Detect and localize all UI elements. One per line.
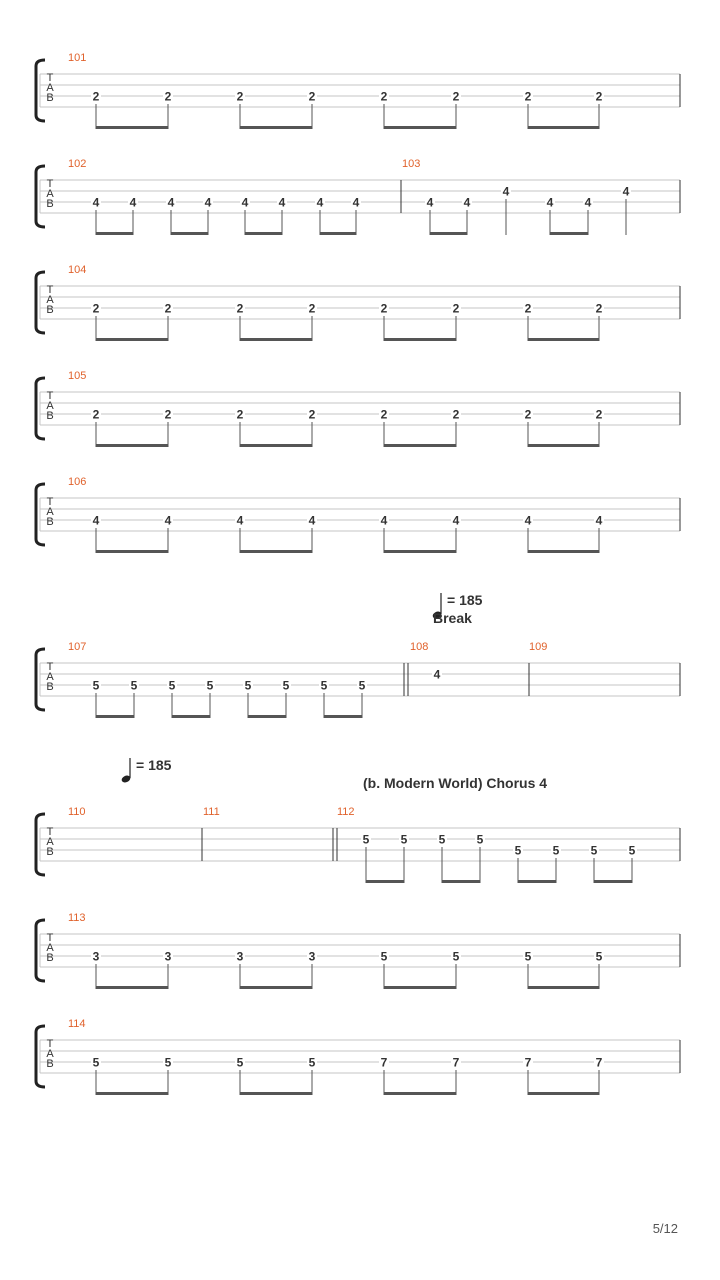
fret-number: 4	[129, 195, 137, 210]
fret-number: 2	[92, 301, 100, 316]
fret-number: 4	[204, 195, 212, 210]
note-beam	[240, 550, 312, 553]
fret-number: 2	[236, 89, 244, 104]
fret-number: 5	[628, 843, 636, 858]
measure-number: 111	[203, 806, 220, 818]
fret-number: 2	[164, 407, 172, 422]
fret-number: 4	[164, 513, 172, 528]
note-beam	[248, 715, 286, 718]
fret-number: 4	[463, 195, 471, 210]
measure-number: 114	[68, 1018, 86, 1030]
note-beam	[528, 550, 599, 553]
fret-number: 4	[595, 513, 603, 528]
note-beam	[96, 232, 133, 235]
fret-number: 7	[524, 1055, 532, 1070]
tab-clef-letter: T	[46, 932, 54, 944]
tab-clef-letter: A	[46, 82, 54, 94]
note-beam	[172, 715, 210, 718]
note-beam	[528, 1092, 599, 1095]
fret-number: 2	[524, 89, 532, 104]
note-beam	[384, 126, 456, 129]
measure-number: 105	[68, 370, 87, 382]
tempo-text-break: = 185	[447, 592, 483, 608]
tab-system	[36, 476, 680, 553]
fret-number: 4	[622, 184, 630, 199]
note-beam	[550, 232, 588, 235]
tab-clef-letter: T	[46, 390, 54, 402]
fret-number: 2	[236, 407, 244, 422]
tab-clef-letter: A	[46, 294, 54, 306]
note-beam	[240, 986, 312, 989]
fret-number: 5	[380, 949, 388, 964]
fret-number: 4	[167, 195, 175, 210]
note-beam	[171, 232, 208, 235]
fret-number: 5	[476, 832, 484, 847]
tab-clef-letter: T	[46, 1038, 54, 1050]
note-beam	[594, 880, 632, 883]
fret-number: 4	[241, 195, 249, 210]
note-beam	[384, 986, 456, 989]
fret-number: 2	[92, 407, 100, 422]
fret-number: 4	[380, 513, 388, 528]
fret-number: 5	[552, 843, 560, 858]
tab-clef-letter: T	[46, 284, 54, 296]
tab-clef-letter: T	[46, 178, 54, 190]
measure-number: 103	[402, 158, 421, 170]
note-beam	[384, 1092, 456, 1095]
fret-number: 2	[452, 89, 460, 104]
tab-clef-letter: B	[46, 516, 54, 528]
fret-number: 2	[164, 301, 172, 316]
tab-clef-letter: B	[46, 304, 54, 316]
tab-clef-letter: T	[46, 72, 54, 84]
measure-number: 112	[337, 806, 355, 818]
tab-system	[36, 806, 680, 883]
fret-number: 4	[92, 513, 100, 528]
note-beam	[240, 444, 312, 447]
note-beam	[366, 880, 404, 883]
fret-number: 5	[590, 843, 598, 858]
fret-number: 5	[164, 1055, 172, 1070]
fret-number: 4	[278, 195, 286, 210]
tab-clef-letter: A	[46, 942, 54, 954]
fret-number: 5	[206, 678, 214, 693]
fret-number: 4	[452, 513, 460, 528]
fret-number: 3	[92, 949, 100, 964]
note-beam	[240, 126, 312, 129]
fret-number: 5	[92, 678, 100, 693]
fret-number: 4	[316, 195, 324, 210]
tab-system	[36, 912, 680, 989]
tab-clef-letter: A	[46, 1048, 54, 1060]
fret-number: 5	[595, 949, 603, 964]
measure-number: 104	[68, 264, 87, 276]
tab-clef-letter: T	[46, 826, 54, 838]
fret-number: 4	[433, 667, 441, 682]
note-beam	[528, 126, 599, 129]
note-beam	[240, 338, 312, 341]
note-beam	[384, 444, 456, 447]
tab-clef-letter: T	[46, 496, 54, 508]
tab-clef-letter: B	[46, 681, 54, 693]
fret-number: 5	[452, 949, 460, 964]
note-beam	[384, 550, 456, 553]
fret-number: 5	[438, 832, 446, 847]
note-beam	[430, 232, 467, 235]
measure-number: 108	[410, 641, 429, 653]
fret-number: 2	[524, 407, 532, 422]
tab-clef-letter: B	[46, 92, 54, 104]
fret-number: 5	[400, 832, 408, 847]
fret-number: 4	[352, 195, 360, 210]
tab-clef-letter: B	[46, 198, 54, 210]
tab-clef-letter: B	[46, 410, 54, 422]
fret-number: 2	[452, 301, 460, 316]
fret-number: 5	[320, 678, 328, 693]
measure-number: 102	[68, 158, 87, 170]
fret-number: 4	[426, 195, 434, 210]
fret-number: 4	[546, 195, 554, 210]
measure-number: 107	[68, 641, 87, 653]
fret-number: 5	[130, 678, 138, 693]
fret-number: 2	[595, 407, 603, 422]
fret-number: 4	[236, 513, 244, 528]
fret-number: 2	[524, 301, 532, 316]
measure-number: 109	[529, 641, 548, 653]
tempo-marking-chorus	[121, 757, 172, 784]
note-beam	[96, 550, 168, 553]
note-beam	[96, 715, 134, 718]
fret-number: 5	[514, 843, 522, 858]
fret-number: 4	[92, 195, 100, 210]
tab-system	[36, 641, 680, 718]
fret-number: 3	[164, 949, 172, 964]
note-beam	[96, 444, 168, 447]
tab-clef-letter: B	[46, 1058, 54, 1070]
tempo-text-chorus: = 185	[136, 757, 172, 773]
fret-number: 3	[236, 949, 244, 964]
fret-number: 7	[452, 1055, 460, 1070]
fret-number: 5	[282, 678, 290, 693]
note-beam	[320, 232, 356, 235]
tab-clef-letter: A	[46, 400, 54, 412]
fret-number: 2	[308, 89, 316, 104]
tab-clef-letter: A	[46, 836, 54, 848]
note-beam	[528, 444, 599, 447]
fret-number: 7	[595, 1055, 603, 1070]
tab-clef-letter: B	[46, 846, 54, 858]
section-text-chorus: (b. Modern World) Chorus 4	[363, 775, 548, 791]
tab-system	[36, 158, 680, 235]
tab-systems	[36, 52, 680, 1095]
fret-number: 2	[92, 89, 100, 104]
tab-clef-letter: B	[46, 952, 54, 964]
fret-number: 4	[584, 195, 592, 210]
fret-number: 2	[380, 301, 388, 316]
measure-number: 106	[68, 476, 87, 488]
fret-number: 7	[380, 1055, 388, 1070]
fret-number: 5	[362, 832, 370, 847]
fret-number: 5	[244, 678, 252, 693]
fret-number: 5	[358, 678, 366, 693]
fret-number: 2	[164, 89, 172, 104]
tab-system	[36, 264, 680, 341]
fret-number: 3	[308, 949, 316, 964]
measure-number: 101	[68, 52, 87, 64]
measure-number: 110	[68, 806, 86, 818]
fret-number: 2	[308, 301, 316, 316]
fret-number: 2	[380, 89, 388, 104]
note-beam	[96, 338, 168, 341]
half-note-icon	[121, 758, 132, 784]
note-beam	[96, 126, 168, 129]
measure-number: 113	[68, 912, 86, 924]
note-beam	[324, 715, 362, 718]
fret-number: 4	[524, 513, 532, 528]
note-beam	[240, 1092, 312, 1095]
note-beam	[528, 338, 599, 341]
tab-clef-letter: A	[46, 506, 54, 518]
fret-number: 2	[380, 407, 388, 422]
tab-clef-letter: T	[46, 661, 54, 673]
fret-number: 5	[524, 949, 532, 964]
fret-number: 4	[502, 184, 510, 199]
fret-number: 5	[168, 678, 176, 693]
tab-clef-letter: A	[46, 188, 54, 200]
note-beam	[96, 1092, 168, 1095]
fret-number: 2	[452, 407, 460, 422]
fret-number: 5	[236, 1055, 244, 1070]
tab-system	[36, 370, 680, 447]
tab-system	[36, 1018, 680, 1095]
note-beam	[528, 986, 599, 989]
tab-clef-letter: A	[46, 671, 54, 683]
fret-number: 2	[236, 301, 244, 316]
fret-number: 2	[595, 89, 603, 104]
fret-number: 5	[92, 1055, 100, 1070]
note-beam	[245, 232, 282, 235]
fret-number: 5	[308, 1055, 316, 1070]
section-text-break: Break	[433, 610, 472, 626]
note-beam	[384, 338, 456, 341]
fret-number: 2	[595, 301, 603, 316]
fret-number: 4	[308, 513, 316, 528]
tab-system	[36, 52, 680, 129]
page-number: 5/12	[652, 1221, 678, 1236]
note-beam	[518, 880, 556, 883]
fret-number: 2	[308, 407, 316, 422]
note-beam	[96, 986, 168, 989]
note-beam	[442, 880, 480, 883]
